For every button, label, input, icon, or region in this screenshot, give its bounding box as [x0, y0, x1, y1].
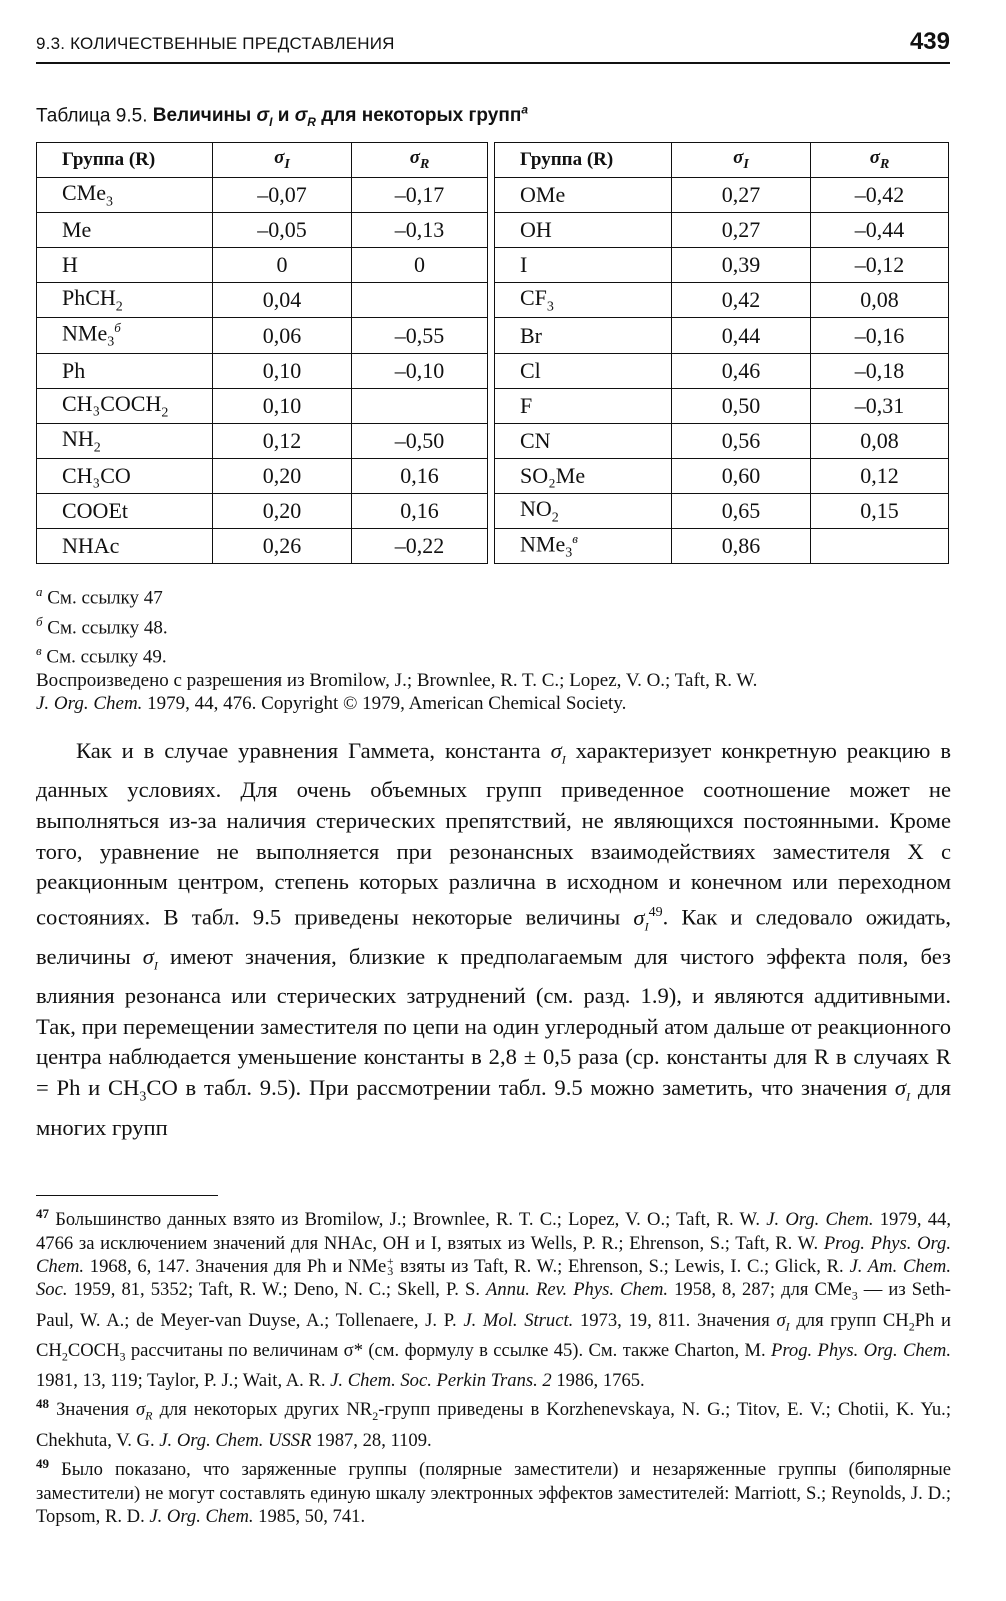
sigma-r-cell: –0,16	[811, 318, 949, 353]
table-row	[37, 178, 949, 213]
footnotes	[36, 1202, 951, 1528]
sigma-r-cell: 0,08	[811, 283, 949, 318]
sigma-r-cell: –0,17	[352, 178, 488, 213]
sigma-r-cell: 0	[352, 248, 488, 283]
sigma-r-cell: –0,44	[811, 213, 949, 248]
sigma-r-cell: –0,10	[352, 353, 488, 388]
group-cell: Me	[37, 213, 213, 248]
column-divider	[488, 283, 495, 318]
sigma-r-cell: –0,55	[352, 318, 488, 353]
column-divider	[488, 423, 495, 458]
header-group-right: Группа (R)	[495, 143, 672, 178]
sigma-i-cell: 0,10	[213, 388, 352, 423]
sigma-i-cell: 0,04	[213, 283, 352, 318]
sigma-r-symbol: $\sigma_R$	[294, 105, 316, 130]
sigma-r-cell: 0,16	[352, 458, 488, 493]
sigma-i-cell: 0,27	[672, 213, 811, 248]
column-divider	[488, 143, 495, 178]
column-divider	[488, 213, 495, 248]
table-caption	[36, 103, 528, 129]
sigma-r-cell	[352, 283, 488, 318]
table-row	[37, 529, 949, 564]
sigma-r-cell: –0,50	[352, 423, 488, 458]
table-row	[37, 213, 949, 248]
sigma-r-cell	[811, 529, 949, 564]
group-cell: COOEt	[37, 493, 213, 528]
group-cell: NMe$_3^в$	[495, 529, 672, 564]
table-note: $^б$ См. ссылку 48.	[36, 613, 168, 638]
sigma-r-cell: 0,12	[811, 458, 949, 493]
group-cell: Ph	[37, 353, 213, 388]
sigma-i-cell: 0,06	[213, 318, 352, 353]
group-cell: $CF_3$	[495, 283, 672, 318]
sigma-r-cell: 0,08	[811, 423, 949, 458]
caption-label: Таблица 9.5.	[36, 105, 148, 127]
caption-note-mark: а	[521, 103, 528, 117]
sigma-i-cell: 0,56	[672, 423, 811, 458]
sigma-r-cell: 0,15	[811, 493, 949, 528]
group-cell: OH	[495, 213, 672, 248]
sigma-r-cell: –0,31	[811, 388, 949, 423]
group-cell: CMe$_3$	[37, 178, 213, 213]
sigma-r-cell: –0,13	[352, 213, 488, 248]
footnote-48: $^{48}$ Значения $\sigma_R$ для некоторых других $NR_2$-групп приведены в Korzhenevskaya, N. G.; Titov, E. V.; Chotii, K. Yu.; Chekhuta, V. G. J. Org. Chem. USSR 1987, 28, 1109.	[36, 1396, 951, 1451]
sigma-i-symbol: $\sigma_I$	[256, 105, 273, 130]
sigma-i-cell: 0,39	[672, 248, 811, 283]
sigma-i-cell: 0,86	[672, 529, 811, 564]
footnote-49: $^{49}$ Было показано, что заряженные группы (полярные заместители) и незаряженные группы (биполярные заместители) не могут составлять единую шкалу электронных эффектов заместителей: Marriott, S.; Reynolds, J. D.; Topsom, R. D. J. Org. Chem. 1985, 50, 741.	[36, 1455, 951, 1527]
sigma-i-cell: 0	[213, 248, 352, 283]
group-cell: $NO_2$	[495, 493, 672, 528]
sigma-i-cell: 0,20	[213, 458, 352, 493]
caption-title-b: для некоторых групп	[321, 105, 522, 127]
sigma-r-cell: –0,18	[811, 353, 949, 388]
group-cell: CN	[495, 423, 672, 458]
sigma-table	[36, 142, 949, 564]
group-cell: H	[37, 248, 213, 283]
running-header	[36, 28, 950, 64]
sigma-i-cell: 0,65	[672, 493, 811, 528]
header-sigma-i-right: $\sigma_I$	[672, 143, 811, 178]
table-row	[37, 493, 949, 528]
sigma-i-cell: 0,50	[672, 388, 811, 423]
column-divider	[488, 388, 495, 423]
footnote-rule	[36, 1195, 218, 1196]
sigma-r-cell	[352, 388, 488, 423]
sigma-i-cell: 0,27	[672, 178, 811, 213]
header-sigma-r-right: $\sigma_R$	[811, 143, 949, 178]
header-group-left: Группа (R)	[37, 143, 213, 178]
table-notes	[36, 580, 956, 715]
sigma-i-cell: –0,07	[213, 178, 352, 213]
sigma-i-cell: 0,12	[213, 423, 352, 458]
table-row	[37, 248, 949, 283]
table-row	[37, 318, 949, 353]
group-cell: PhCH$_2$	[37, 283, 213, 318]
column-divider	[488, 529, 495, 564]
table-row	[37, 423, 949, 458]
column-divider	[488, 178, 495, 213]
caption-title-a: Величины	[152, 105, 252, 127]
column-divider	[488, 318, 495, 353]
group-cell: Cl	[495, 353, 672, 388]
table-row	[37, 388, 949, 423]
section-title: 9.3. КОЛИЧЕСТВЕННЫЕ ПРЕДСТАВЛЕНИЯ	[36, 34, 395, 53]
table-note: $^а$ См. ссылку 47	[36, 584, 163, 609]
group-cell: NMe$_3^б$	[37, 318, 213, 353]
sigma-i-cell: 0,46	[672, 353, 811, 388]
group-cell: NHAc	[37, 529, 213, 564]
sigma-r-cell: –0,42	[811, 178, 949, 213]
sigma-i-cell: 0,60	[672, 458, 811, 493]
column-divider	[488, 353, 495, 388]
group-cell: $NH_2$	[37, 423, 213, 458]
column-divider	[488, 458, 495, 493]
group-cell: CH₃CO	[37, 458, 213, 493]
sigma-i-cell: 0,20	[213, 493, 352, 528]
header-sigma-r-left: $\sigma_R$	[352, 143, 488, 178]
table-row	[37, 283, 949, 318]
page-number: 439	[909, 28, 950, 55]
group-cell: OMe	[495, 178, 672, 213]
sigma-r-cell: –0,12	[811, 248, 949, 283]
group-cell: Br	[495, 318, 672, 353]
sigma-i-cell: –0,05	[213, 213, 352, 248]
group-cell: SO₂Me	[495, 458, 672, 493]
sigma-i-cell: 0,26	[213, 529, 352, 564]
footnote-47: $^{47}$ Большинство данных взято из Bromilow, J.; Brownlee, R. T. C.; Lopez, V. O.; Taft, R. W. J. Org. Chem. 1979, 44, 4766 за исключением значений для NHAc, OH и I, взятых из Wells, P. R.; Ehrenson, S.; Taft, R. W. Prog. Phys. Org. Chem. 1968, 6, 147. Значения для Ph и NMe + 3 взяты из Taft, R. W.; Ehrenson, S.; Lewis, I. C.; Glick, R. J. Am. Chem. Soc. 1959, 81, 5352; Taft, R. W.; Deno, N. C.; Skell, P. S. Annu. Rev. Phys. Chem. 1958, 8, 287; для CMe$_3$ — из Seth-Paul, W. A.; de Meyer-van Duyse, A.; Tollenaere, J. P. J. Mol. Struct. 1973, 19, 811. Значения $\sigma_I$ для групп $CH_2Ph$ и $CH_2COCH_3$ рассчитаны по величинам σ* (см. формулу в ссылке 45). См. также Charton, M. Prog. Phys. Org. Chem. 1981, 13, 119; Taylor, P. J.; Wait, A. R. J. Chem. Soc. Perkin Trans. 2 1986, 1765.	[36, 1206, 951, 1391]
sigma-i-cell: 0,44	[672, 318, 811, 353]
source-credit: Воспроизведено с разрешения из Bromilow, J.; Brownlee, R. T. C.; Lopez, V. O.; Taft, R. W. J. Org. Chem. 1979, 44, 476. Copyright © 1979, American Chemical Society.	[36, 669, 758, 714]
body-text	[36, 736, 951, 1144]
group-cell: I	[495, 248, 672, 283]
group-cell: $CH_3COCH_2$	[37, 388, 213, 423]
table-note: $^в$ См. ссылку 49.	[36, 643, 167, 668]
table-row	[37, 458, 949, 493]
sigma-r-cell: 0,16	[352, 493, 488, 528]
header-sigma-i-left: $\sigma_I$	[213, 143, 352, 178]
sigma-i-cell: 0,42	[672, 283, 811, 318]
table-row	[37, 353, 949, 388]
column-divider	[488, 248, 495, 283]
column-divider	[488, 493, 495, 528]
body-paragraph: Как и в случае уравнения Гаммета, константа $\sigma_I$ характеризует конкретную реакцию в данных условиях. Для очень объемных групп приведенное соотношение может не выполняться из-за наличия стерических препятствий, не являющихся постоянными. Кроме того, уравнение не выполняется при резонансных взаимодействиях заместителя X с реакционным центром, степень которых различна в исходном и конечном или переходном состояниях. В табл. 9.5 приведены некоторые величины $\sigma_I^{49}$. Как и следовало ожидать, величины $\sigma_I$ имеют значения, близкие к предполагаемым для чистого эффекта поля, без влияния резонанса или стерических затруднений (см. разд. 1.9), и являются аддитивными. Так, при перемещении заместителя по цепи на один углеродный атом дальше от реакционного центра наблюдается уменьшение константы в 2,8 ± 0,5 раза (ср. константы для R в случаях R = Ph и $CH_3CO$ в табл. 9.5). При рассмотрении табл. 9.5 можно заметить, что значения $\sigma_I$ для многих групп	[36, 738, 952, 1141]
table-header-row	[37, 143, 949, 178]
group-cell: F	[495, 388, 672, 423]
sigma-i-cell: 0,10	[213, 353, 352, 388]
caption-and: и	[277, 105, 290, 127]
sigma-r-cell: –0,22	[352, 529, 488, 564]
